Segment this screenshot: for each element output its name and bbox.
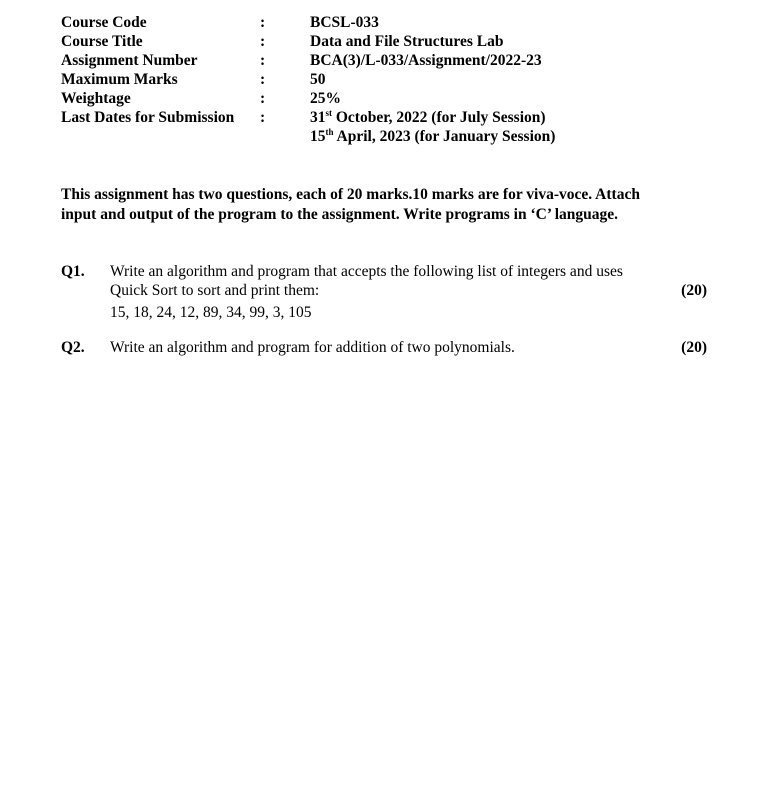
maximum-marks-value xyxy=(310,70,326,89)
question-line-2: Quick Sort to sort and print them: xyxy=(110,282,320,299)
assignment-instructions xyxy=(61,185,721,224)
separator-colon: : xyxy=(260,14,266,31)
weightage-value xyxy=(310,89,341,108)
question-marks: (20) xyxy=(681,282,707,299)
date-ordinal: th xyxy=(325,127,334,137)
separator-colon: : xyxy=(260,33,266,50)
course-code-text: BCSL-033 xyxy=(310,14,379,31)
submission-dates-value xyxy=(310,108,555,146)
date-ordinal: st xyxy=(325,108,332,118)
course-code-value xyxy=(310,13,379,32)
instructions-line-2: input and output of the program to the assignment. Write programs in ‘C’ language. xyxy=(61,205,619,223)
date-day: 15 xyxy=(310,128,326,145)
question-text xyxy=(110,262,670,322)
question-2 xyxy=(61,338,707,358)
course-code-label: Course Code xyxy=(61,14,147,31)
instructions-line-1: This assignment has two questions, each of 20 marks.10 marks are for viva-voce. Attach xyxy=(61,186,640,203)
weightage-text: 25% xyxy=(310,90,341,107)
course-title-label: Course Title xyxy=(61,33,143,50)
maximum-marks-text: 50 xyxy=(310,71,326,88)
assignment-number-label: Assignment Number xyxy=(61,52,198,69)
question-marks: (20) xyxy=(681,339,707,356)
separator-colon: : xyxy=(260,109,266,126)
question-1 xyxy=(61,262,707,322)
assignment-number-text: BCA(3)/L-033/Assignment/2022-23 xyxy=(310,52,542,69)
weightage-label: Weightage xyxy=(61,90,131,107)
date-day: 31 xyxy=(310,109,326,126)
submission-dates-label: Last Dates for Submission xyxy=(61,109,235,126)
date-rest: April, 2023 (for January Session) xyxy=(333,128,556,145)
question-text xyxy=(110,338,670,357)
january-session-date xyxy=(310,127,555,146)
integer-list: 15, 18, 24, 12, 89, 34, 99, 3, 105 xyxy=(110,304,312,321)
course-title-value xyxy=(310,32,503,51)
july-session-date xyxy=(310,108,555,127)
separator-colon: : xyxy=(260,71,266,88)
question-number: Q2. xyxy=(61,339,85,356)
maximum-marks-label: Maximum Marks xyxy=(61,71,178,88)
question-number: Q1. xyxy=(61,263,85,280)
question-line-1: Write an algorithm and program that accepts the following list of integers and uses xyxy=(110,263,623,280)
assignment-number-value xyxy=(310,51,542,70)
question-line-1: Write an algorithm and program for addition of two polynomials. xyxy=(110,339,515,356)
separator-colon: : xyxy=(260,52,266,69)
separator-colon: : xyxy=(260,90,266,107)
date-rest: October, 2022 (for July Session) xyxy=(332,109,546,126)
course-title-text: Data and File Structures Lab xyxy=(310,33,504,50)
